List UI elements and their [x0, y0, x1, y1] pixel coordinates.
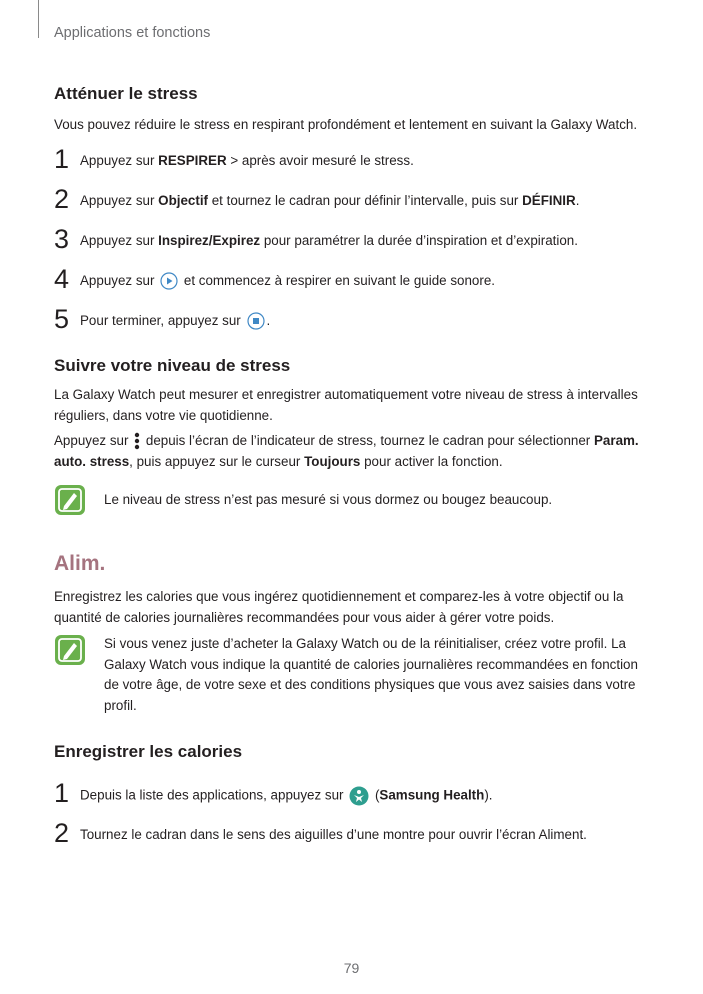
- note-icon: [54, 634, 86, 666]
- step-text: Appuyez sur RESPIRER > après avoir mesuré le stress.: [80, 153, 414, 168]
- section-title-stress-relief: Atténuer le stress: [54, 84, 198, 103]
- section-title-record-calories: Enregistrer les calories: [54, 742, 243, 761]
- step-5: [54, 306, 674, 336]
- step-number: 2: [54, 818, 70, 848]
- step-text: Appuyez sur Objectif et tournez le cadran pour définir l’intervalle, puis sur DÉFINIR.: [80, 193, 580, 208]
- step-number: 2: [54, 184, 70, 214]
- section-title-food: Alim.: [54, 552, 106, 575]
- note-icon: [54, 484, 86, 516]
- section-paragraph-instructions: Appuyez sur depuis l’écran de l’indicateur de stress, tournez le cadran pour sélectionner Param. auto. stress, puis appuyez sur le curseur Toujours pour activer la fonction.: [54, 433, 639, 469]
- more-options-icon: [134, 432, 140, 450]
- stop-icon: [247, 312, 265, 330]
- header-rule: [38, 0, 39, 38]
- note-stress: [54, 484, 644, 518]
- samsung-health-icon: [349, 786, 369, 806]
- section-paragraph: La Galaxy Watch peut mesurer et enregistrer automatiquement votre niveau de stress à intervalles réguliers, dans votre vie quotidienne.: [54, 387, 638, 423]
- play-icon: [160, 272, 178, 290]
- step-number: 3: [54, 224, 70, 254]
- step-2: [54, 820, 674, 850]
- page-number: 79: [343, 960, 360, 976]
- step-number: 4: [54, 264, 70, 294]
- chapter-title: Applications et fonctions: [54, 25, 211, 41]
- note-profile: [54, 634, 644, 718]
- step-1: [54, 146, 674, 176]
- section-intro: Enregistrez les calories que vous ingérez quotidiennement et comparez-les à votre objectif ou la quantité de calories journalières recommandées pour vous aider à gérer votre poids.: [54, 589, 624, 625]
- step-3: [54, 226, 674, 256]
- note-text: Le niveau de stress n’est pas mesuré si vous dormez ou bougez beaucoup.: [104, 492, 553, 507]
- step-text: Pour terminer, appuyez sur .: [80, 312, 270, 330]
- section-intro: Vous pouvez réduire le stress en respirant profondément et lentement en suivant la Galaxy Watch.: [54, 117, 638, 132]
- step-1: [54, 780, 674, 810]
- step-number: 1: [54, 144, 70, 174]
- step-2: [54, 186, 674, 216]
- step-text: Appuyez sur Inspirez/Expirez pour paramétrer la durée d’inspiration et d’expiration.: [80, 233, 578, 248]
- step-text: Appuyez sur et commencez à respirer en suivant le guide sonore.: [80, 272, 495, 290]
- note-text: Si vous venez juste d’acheter la Galaxy Watch ou de la réinitialiser, créez votre profil. La Galaxy Watch vous indique la quantité de calories journalières recommandées en fonction de votre âge, de votre sexe et des conditions physiques que vous avez saisies dans votre profil.: [104, 636, 638, 713]
- step-number: 1: [54, 778, 70, 808]
- step-4: [54, 266, 674, 296]
- step-text: Tournez le cadran dans le sens des aiguilles d’une montre pour ouvrir l’écran Aliment.: [80, 827, 587, 842]
- section-title-track-stress: Suivre votre niveau de stress: [54, 356, 291, 375]
- step-number: 5: [54, 304, 70, 334]
- step-text: Depuis la liste des applications, appuyez sur (Samsung Health).: [80, 786, 493, 806]
